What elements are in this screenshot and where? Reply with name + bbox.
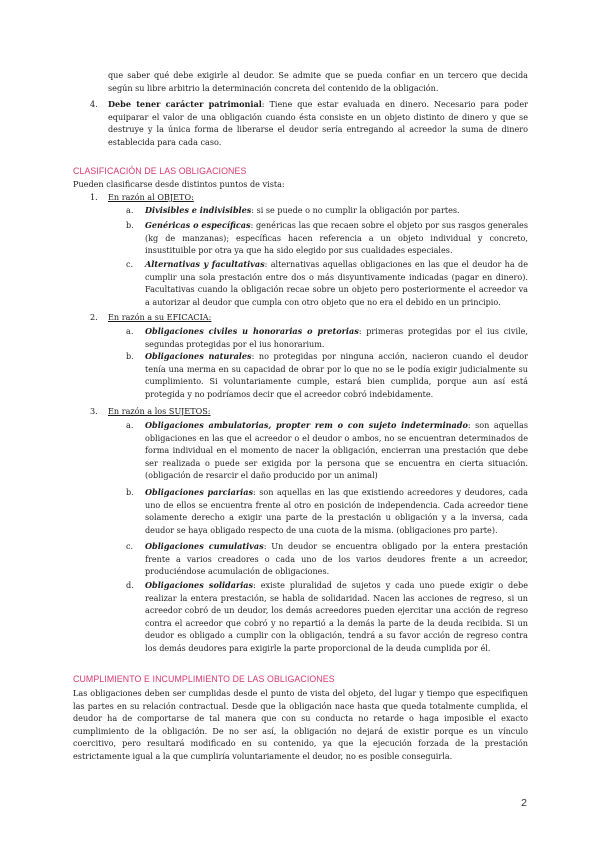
section-intro: Pueden clasificarse desde distintos puntos de vista: [73,179,285,189]
list-letter: c. [126,541,134,551]
list-number: 4. [90,99,98,109]
item-ambulatorias: Obligaciones ambulatorias, propter rem o con sujeto indeterminado: son aquellas obligaciones en las que el acreedor o el deudor o ambos, no se encuentran determinados de forma individual en el momento de nacer la obligación, encierran una prestación que debe ser realizada o puede ser exigida por la persona que se encuentra en cierta situación. (obligación de resarcir el daño producido por un animal) [145,420,528,481]
item-text: : Tiene que estar evaluada en dinero. Necesario para poder equiparar el valor de una obligación cuando ésta consiste en un objeto distinto de dinero y que se destruye y la única forma de liberarse el deudor sería entregando al acreedor la suma de dinero establecida para cada caso. [108,99,528,147]
continued-paragraph: que saber qué debe exigirle al deudor. Se admite que se pueda confiar en un tercero que decida según su libre arbitrio la determinación concreta del contenido de la obligación. [108,70,528,93]
cumplimiento-paragraph: Las obligaciones deben ser cumplidas desde el punto de vista del objeto, del lugar y tiempo que especifiquen las partes en su relación contractual. Desde que la obligación nace hasta que queda totalmente cumplida, el deudor ha de comportarse de tal manera que con su conducta no retarde o haga imposible el exacto cumplimiento de la obligación. De no ser así, la obligación no dejará de existir porque es un vínculo coercitivo, pero resultará modificado en su contenido, ya que la ejecución forzada de la prestación estrictamente igual a la que cumpliría voluntariamente el deudor, no es posible conseguirla. [73,688,528,761]
group-label-sujetos: En razón a los SUJETOS: [108,406,211,416]
item-parciarias: Obligaciones parciarias: son aquellas en las que existiendo acreedores y deudores, cada uno de ellos se encuentra frente al otro en posición de independencia. Cada acreedor tiene solamente derecho a exigir una parte de la prestación u obligación y a la inversa, cada deudor se haya obligado respecto de una cuota de la misma. (obligaciones pro parte). [145,487,528,535]
item-divisibles: Divisibles e indivisibles: si se puede o no cumplir la obligación por partes. [145,205,460,215]
list-letter: a. [126,420,134,430]
group-label-objeto: En razón al OBJETO: [108,192,194,202]
section-heading-clasificacion: CLASIFICACIÓN DE LAS OBLIGACIONES [73,166,247,176]
list-letter: a. [126,205,134,215]
item-solidarias: Obligaciones solidarias: existe pluralidad de sujetos y cada uno puede exigir o debe realizar la entera prestación, se habla de solidaridad. Nacen las acciones de regreso, si un acreedor cobró de un deudor, los demás acreedores pueden ejercitar una acción de regreso contra el acreedor que cobró y no repartió a la demás la parte de la deuda recibida. Si un deudor es obligado a cumplir con la obligación, tendrá a su favor acción de regreso contra los demás deudores para exigirle la parte proporcional de la deuda cumplida por él. [145,580,528,653]
item-genericas: Genéricas o específicas: genéricas las que recaen sobre el objeto por sus rasgos generales (kg de manzanas); específicas hacen referencia a un objeto individual y concreto, insustituible por otra ya que ha sido elegido por sus cualidades especiales. [145,220,528,256]
list-letter: a. [126,326,134,336]
list-letter: c. [126,259,134,269]
section-heading-cumplimiento: CUMPLIMIENTO E INCUMPLIMIENTO DE LAS OBLIGACIONES [73,674,335,684]
page-number: 2 [521,797,527,809]
item-term: Debe tener carácter patrimonial [108,99,262,109]
list-number: 1. [90,192,98,202]
item-civiles: Obligaciones civiles u honorarias o pretorias: primeras protegidas por el ius civile, segundas protegidas por el ius honorarium. [145,326,528,349]
list-number: 2. [90,312,98,322]
item-alternativas: Alternativas y facultativas: alternativas aquellas obligaciones en las que el deudor ha de cumplir una sola prestación entre dos o más disyuntivamente indicadas (pagar en dinero). Facultativas cuando la obligación recae sobre un objeto pero posteriormente el acreedor va a autorizar al deudor que cumpla con otro objeto que no era el debido en un principio. [145,259,528,307]
list-letter: b. [126,220,134,230]
item-naturales: Obligaciones naturales: no protegidas por ninguna acción, nacieron cuando el deudor tenía una merma en su capacidad de obrar por lo que no se le podía exigir judicialmente su cumplimiento. Si voluntariamente cumple, estará bien cumplida, porque aun así está protegida y no podríamos decir que el acreedor cobró indebidamente. [145,351,528,399]
item-patrimonial [108,98,528,148]
list-letter: d. [126,580,134,590]
list-letter: b. [126,351,134,361]
list-letter: b. [126,487,134,497]
group-label-eficacia: En razón a su EFICACIA: [108,312,212,322]
item-cumulativas: Obligaciones cumulativas: Un deudor se encuentra obligado por la entera prestación frente a varios creadores o cada uno de los varios deudores frente a un acreedor, produciéndose acumulación de obligaciones. [145,541,528,577]
list-number: 3. [90,406,98,416]
